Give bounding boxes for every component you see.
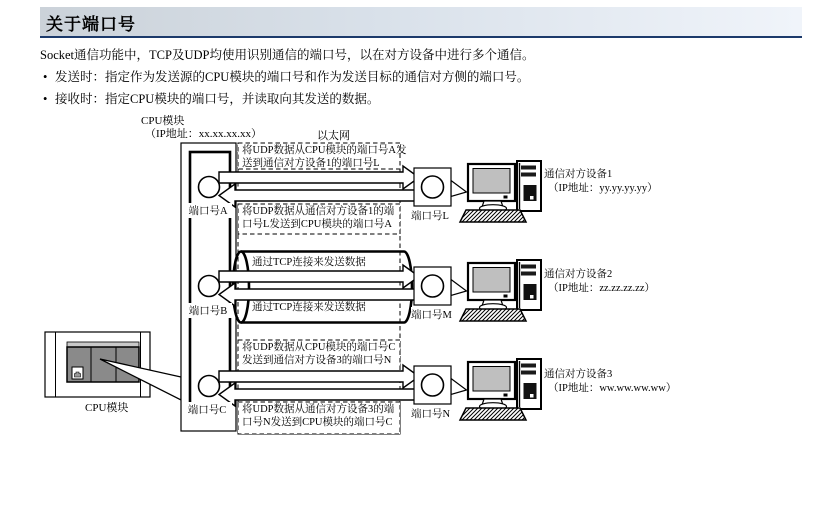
port-a-label: 端口号A [184, 203, 232, 218]
device-2-ip: （IP地址：zz.zz.zz.zz） [548, 283, 655, 294]
bullet-receive-text: 接收时：指定CPU模块的端口号，并读取向其发送的数据。 [55, 92, 380, 106]
port-c-label: 端口号C [182, 402, 232, 417]
port-l-label: 端口号L [411, 208, 449, 223]
device-3-name: 通信对方设备3 [544, 369, 613, 380]
device-3-ip: （IP地址：ww.ww.ww.ww） [548, 383, 677, 394]
udp-a-send-text: 将UDP数据从CPU模块的端口号A发 送到通信对方设备1的端口号L [242, 145, 407, 169]
cpu-top-label: CPU模块 [141, 115, 185, 127]
tcp-send-upper-text: 通过TCP连接来发送数据 [252, 257, 366, 268]
udp-c-send-text: 将UDP数据从CPU模块的端口号C 发送到通信对方设备3的端口号N [242, 342, 396, 366]
device-1-ip: （IP地址：yy.yy.yy.yy） [548, 183, 658, 194]
device-1-name: 通信对方设备1 [544, 169, 613, 180]
port-m-label: 端口号M [411, 307, 452, 322]
udp-a-recv-text: 将UDP数据从通信对方设备1的端 口号L发送到CPU模块的端口号A [242, 206, 395, 230]
udp-c-recv-text: 将UDP数据从通信对方设备3的端 口号N发送到CPU模块的端口号C [242, 404, 395, 428]
ethernet-label: 以太网 [317, 130, 350, 142]
page-title: 关于端口号 [46, 15, 136, 34]
bullet-icon: • [43, 70, 48, 84]
device-2-name: 通信对方设备2 [544, 269, 613, 280]
port-c-circle [199, 376, 220, 397]
intro-text: Socket通信功能中，TCP及UDP均使用识别通信的端口号，以在对方设备中进行多个通信。 [40, 48, 535, 62]
port-n-label: 端口号N [411, 406, 450, 421]
tcp-send-lower-text: 通过TCP连接来发送数据 [252, 302, 366, 313]
port-a-circle [199, 177, 220, 198]
bullet-icon: • [43, 92, 48, 106]
cpu-ip-label: （IP地址：xx.xx.xx.xx） [145, 128, 263, 140]
bullet-send-text: 发送时：指定作为发送源的CPU模块的端口号和作为发送目标的通信对方侧的端口号。 [55, 70, 530, 84]
plc-caption: CPU模块 [85, 402, 129, 414]
port-b-circle [199, 276, 220, 297]
plc-unit-icon [45, 332, 150, 397]
port-b-label: 端口号B [184, 303, 232, 318]
